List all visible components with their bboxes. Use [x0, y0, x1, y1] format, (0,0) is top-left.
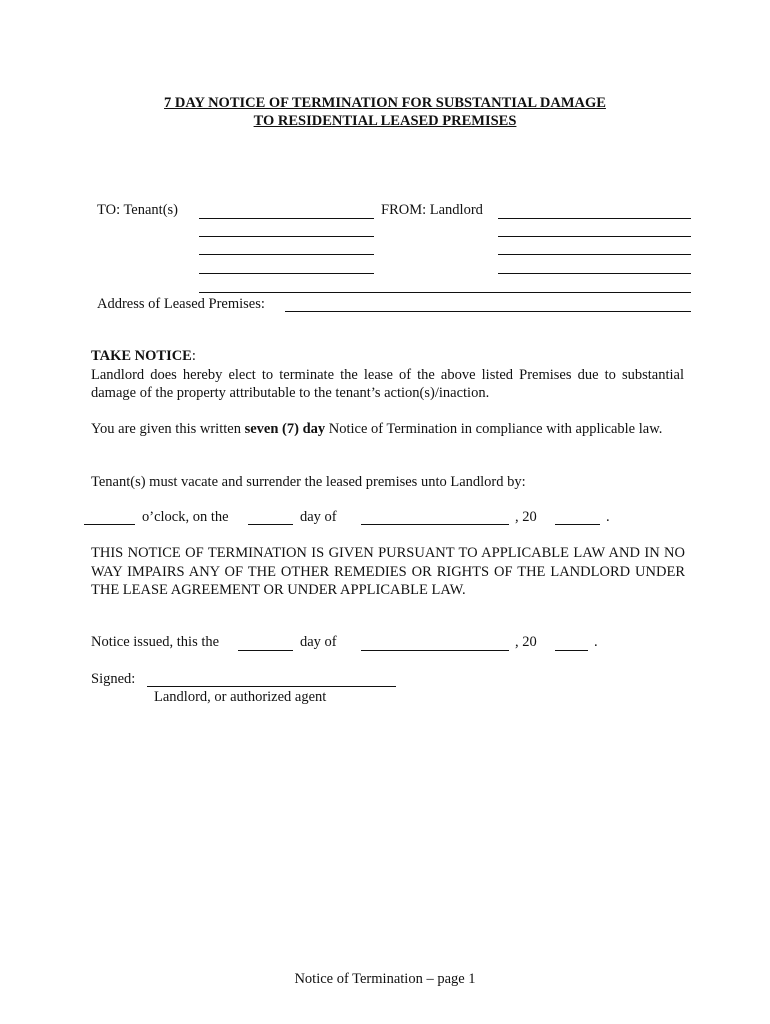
page-footer: Notice of Termination – page 1 — [294, 971, 476, 987]
take-notice-paragraph: Landlord does hereby elect to terminate the lease of the above listed Premises due to substantial damage of the property attributable to the tenant’s action(s)/inaction. — [91, 367, 684, 401]
signed-label: Signed: — [91, 671, 136, 687]
address-line-1[interactable] — [199, 292, 691, 293]
issued-year-prefix: , 20 — [515, 634, 537, 650]
take-notice-heading — [91, 348, 196, 365]
take-notice-label: TAKE NOTICE — [91, 348, 192, 364]
address-label: Address of Leased Premises: — [97, 296, 265, 312]
oclock-text: o’clock, on the — [142, 509, 229, 525]
seven-day-paragraph — [91, 420, 684, 438]
issued-day-of-text: day of — [300, 634, 337, 650]
given-suffix: Notice of Termination in compliance with applicable law. — [325, 421, 663, 437]
signature-line[interactable] — [147, 686, 396, 687]
tenant-name-line-4[interactable] — [199, 273, 374, 274]
issued-period: . — [594, 634, 598, 650]
document-title-line-2: TO RESIDENTIAL LEASED PREMISES — [253, 113, 517, 129]
from-landlord-label: FROM: Landlord — [381, 202, 483, 218]
issued-year-blank[interactable] — [555, 650, 588, 651]
given-prefix: You are given this written — [91, 421, 245, 437]
to-tenant-label: TO: Tenant(s) — [97, 202, 179, 218]
given-bold: seven (7) day — [244, 421, 326, 437]
vacate-day-of-text: day of — [300, 509, 337, 525]
vacate-year-prefix: , 20 — [515, 509, 537, 525]
landlord-name-line-4[interactable] — [498, 273, 691, 274]
vacate-day-blank[interactable] — [248, 524, 293, 525]
legal-paragraph: THIS NOTICE OF TERMINATION IS GIVEN PURSUANT TO APPLICABLE LAW AND IN NO WAY IMPAIRS ANY OF THE OTHER REMEDIES OR RIGHTS OF THE LANDLORD UNDER THE LEASE AGREEMENT OR UNDER APPLICABLE LAW. — [91, 545, 685, 598]
vacate-period: . — [606, 509, 610, 525]
landlord-name-line-3[interactable] — [498, 254, 691, 255]
vacate-text: Tenant(s) must vacate and surrender the leased premises unto Landlord by: — [91, 474, 526, 490]
hour-blank[interactable] — [84, 524, 135, 525]
address-line-2[interactable] — [285, 311, 691, 312]
tenant-name-line-2[interactable] — [199, 236, 374, 237]
issued-month-blank[interactable] — [361, 650, 509, 651]
signer-caption: Landlord, or authorized agent — [154, 689, 327, 705]
vacate-month-blank[interactable] — [361, 524, 509, 525]
tenant-name-line-1[interactable] — [199, 218, 374, 219]
issued-day-blank[interactable] — [238, 650, 293, 651]
landlord-name-line-1[interactable] — [498, 218, 691, 219]
vacate-year-blank[interactable] — [555, 524, 600, 525]
document-title-line-1: 7 DAY NOTICE OF TERMINATION FOR SUBSTANTIAL DAMAGE — [164, 95, 606, 111]
issued-text: Notice issued, this the — [91, 634, 220, 650]
landlord-name-line-2[interactable] — [498, 236, 691, 237]
take-notice-colon: : — [191, 348, 196, 364]
tenant-name-line-3[interactable] — [199, 254, 374, 255]
